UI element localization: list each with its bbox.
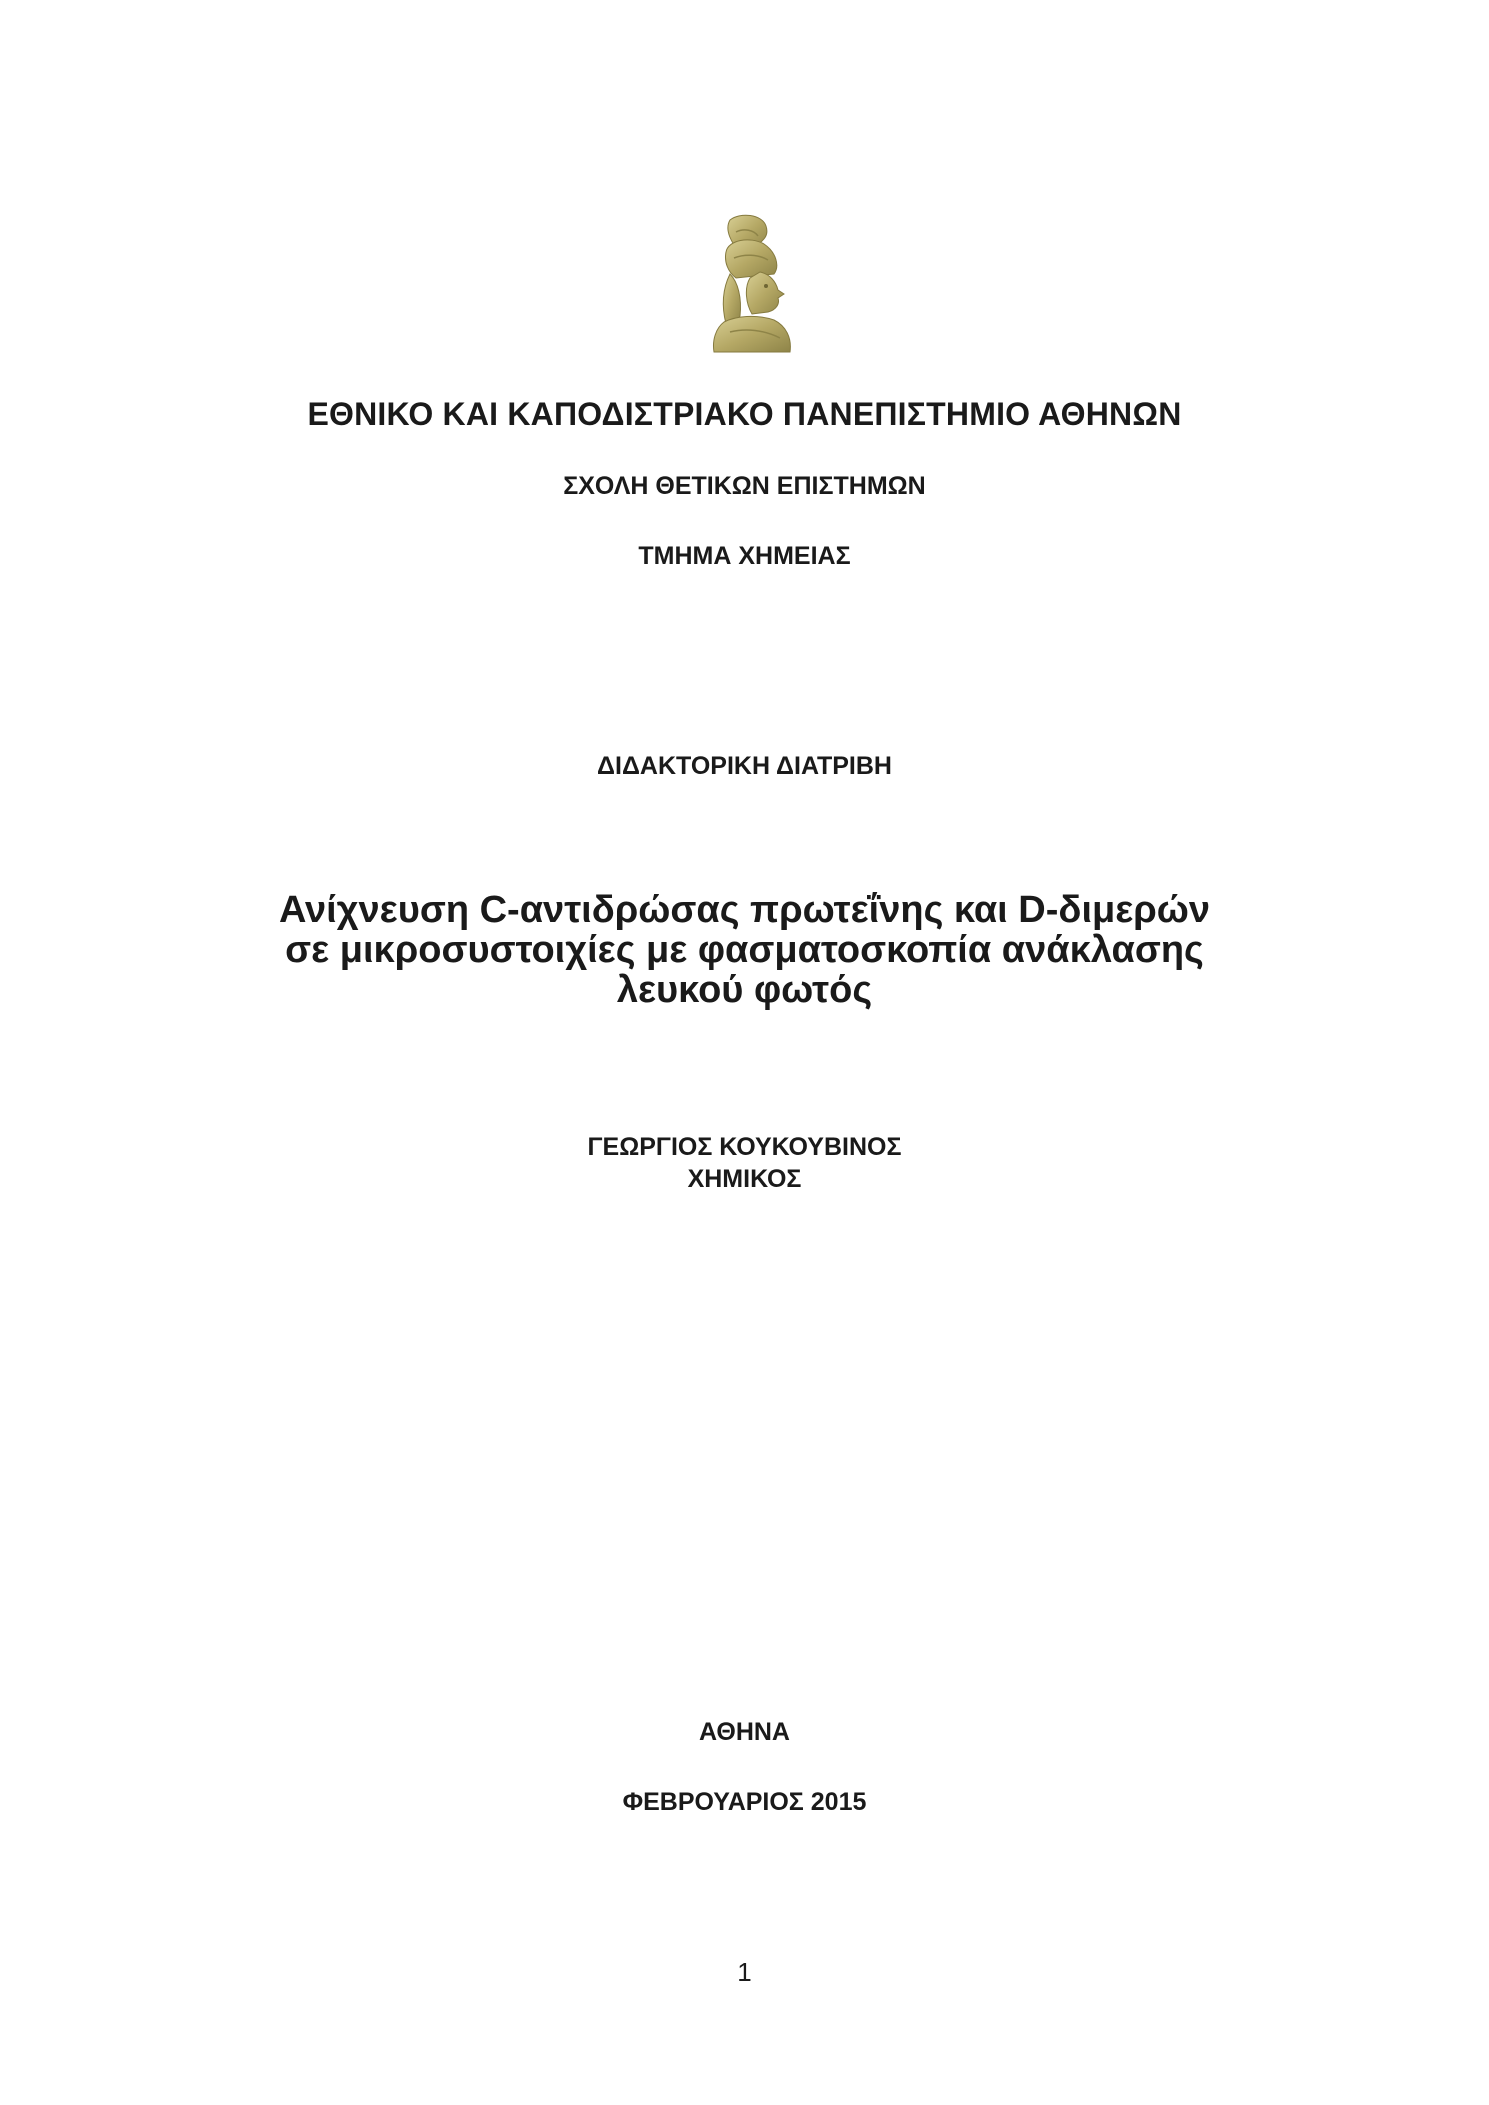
thesis-title-line-1: Ανίχνευση C-αντιδρώσας πρωτεΐνης και D-διμερών xyxy=(278,889,1211,931)
department-name: ΤΜΗΜΑ ΧΗΜΕΙΑΣ xyxy=(638,542,851,570)
thesis-title xyxy=(0,890,1489,1010)
school-name: ΣΧΟΛΗ ΘΕΤΙΚΩΝ ΕΠΙΣΤΗΜΩΝ xyxy=(563,472,926,500)
athena-head-emblem-icon xyxy=(700,212,805,357)
document-type: ΔΙΔΑΚΤΟΡΙΚΗ ΔΙΑΤΡΙΒΗ xyxy=(597,752,892,780)
author-profession: ΧΗΜΙΚΟΣ xyxy=(687,1165,802,1193)
thesis-title-line-2: σε μικροσυστοιχίες με φασματοσκοπία ανάκλασης xyxy=(285,929,1204,971)
publication-date: ΦΕΒΡΟΥΑΡΙΟΣ 2015 xyxy=(622,1788,867,1816)
university-name: ΕΘΝΙΚΟ ΚΑΙ ΚΑΠΟΔΙΣΤΡΙΑΚΟ ΠΑΝΕΠΙΣΤΗΜΙΟ ΑΘΗΝΩΝ xyxy=(307,396,1182,432)
page-number: 1 xyxy=(737,1957,752,1987)
author-name: ΓΕΩΡΓΙΟΣ ΚΟΥΚΟΥΒΙΝΟΣ xyxy=(587,1133,902,1161)
thesis-title-line-3: λευκού φωτός xyxy=(616,969,873,1011)
publication-city: ΑΘΗΝΑ xyxy=(699,1718,790,1746)
